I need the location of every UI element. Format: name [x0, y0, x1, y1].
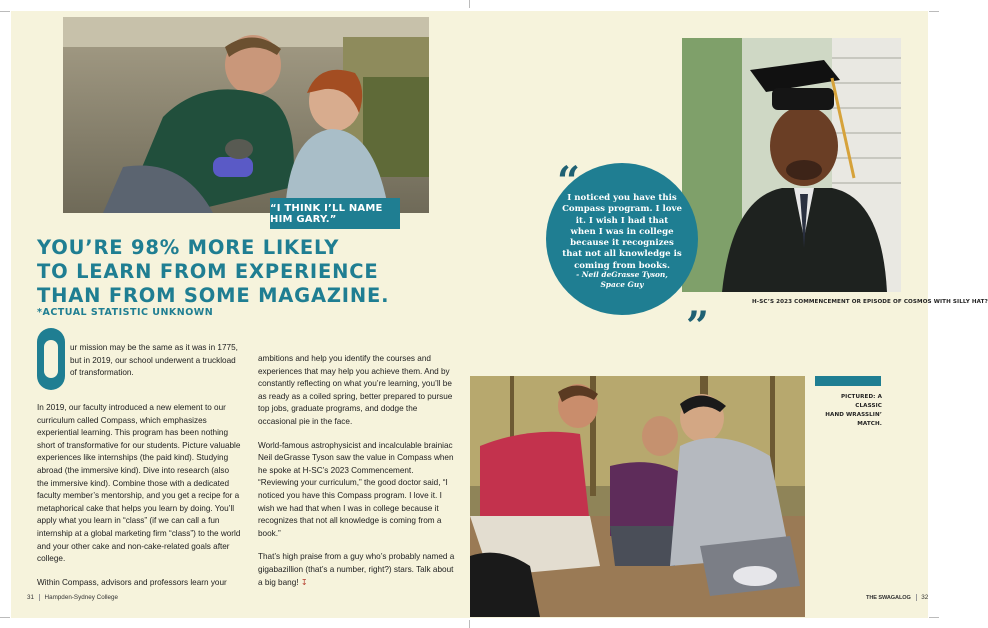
drop-cap-o: [37, 328, 65, 390]
headline-line-1: YOU’RE 98% MORE LIKELY: [37, 236, 340, 259]
paragraph: Within Compass, advisors and professors learn your: [37, 577, 227, 587]
headline-footnote: *ACTUAL STATISTIC UNKNOWN: [37, 307, 214, 318]
photo-neil-degrasse-tyson: [682, 38, 901, 292]
crop-mark: [469, 620, 470, 628]
open-quote-icon: “: [557, 158, 581, 205]
pictured-caption-line-3: MATCH.: [857, 421, 882, 427]
crop-mark: [929, 11, 939, 12]
paragraph: In 2019, our faculty introduced a new element to our curriculum called Compass, which emphasizes experiential learning. This program has been nothing short of transformative for our students. Picture valuable experiences like internships (the paid kind). Studying abroad (the immersive kind). Dive into research (also the immersive kind). Combine those with a dedicated faculty member’s mentorship, and you get a recipe for a metaphorical cake that helps you learn by doing. You’ll apply what you learn in “class” (if we can call a fun internship at a global marketing firm “class”) to the world and your other cake and non-cake-related goals after college.: [37, 403, 241, 564]
footer-right: [866, 594, 928, 601]
magazine-name: THE SWAGALOG: [866, 595, 911, 602]
pull-quote-attribution: [560, 270, 684, 290]
photo-riverside-students: [63, 17, 429, 213]
crop-mark: [469, 0, 470, 8]
paragraph: ambitions and help you identify the courses and experiences that may help you achieve them. And by constantly reflecting on what you’re learning, you’ll be as ready as a coiled spring, better prepared to pursue top jobs, graduate programs, and dodge the occasional pie in the face.: [258, 354, 453, 426]
pictured-caption-line-1: PICTURED: A CLASSIC: [840, 394, 882, 409]
headline-line-3: THAN FROM SOME MAGAZINE.: [37, 284, 390, 307]
attribution-title: Space Guy: [600, 280, 644, 289]
paragraph-text: That’s high praise from a guy who’s probably named a gigabazillion (that’s a number, right?) stars. Talk about a big bang!: [258, 552, 455, 587]
page-headline: [37, 236, 457, 308]
close-quote-icon: ”: [686, 303, 710, 350]
photo-caption-gary: “I THINK I’LL NAME HIM GARY.”: [270, 198, 400, 229]
attribution-name: - Neil deGrasse Tyson,: [576, 270, 668, 279]
paragraph: [258, 551, 456, 589]
page-number-left: 31: [27, 594, 35, 602]
body-column-2: [258, 353, 456, 589]
pictured-caption: [820, 393, 882, 429]
tyson-photo-caption: H-SC’S 2023 COMMENCEMENT OR EPISODE OF COSMOS WITH SILLY HAT?: [752, 299, 988, 305]
school-name: Hampden-Sydney College: [44, 594, 119, 602]
crop-mark: [929, 617, 939, 618]
crop-mark: [0, 617, 10, 618]
paragraph: ur mission may be the same as it was in 1775, but in 2019, our school underwent a truckload of transformation.: [70, 343, 238, 378]
page-number-right: 32: [921, 594, 929, 602]
body-column-1: [37, 402, 242, 600]
footer-left: [27, 594, 118, 601]
pull-quote-text: I noticed you have this Compass program. I love it. I wish I had that when I was in college because it recognizes that not all knowledge is coming from books.: [562, 193, 682, 271]
headline-line-2: TO LEARN FROM EXPERIENCE: [37, 260, 379, 283]
photo-students-planting: [470, 376, 805, 617]
body-column-1-intro: [70, 342, 240, 391]
paragraph: World-famous astrophysicist and incalculable brainiac Neil deGrasse Tyson saw the value in Compass when he spoke at H-SC’s 2023 Commencement. “Reviewing your curriculum,” the good doctor said, “I noticed you have this Compass program. I love it. I wish we had that when I was in college because it recognizes that not all knowledge is coming from a book.”: [258, 440, 454, 538]
arrow-down-icon: ↧: [300, 577, 308, 587]
caption-accent-bar: [815, 376, 881, 386]
pictured-caption-line-2: HAND WRASSLIN’: [825, 412, 882, 418]
crop-mark: [0, 11, 10, 12]
